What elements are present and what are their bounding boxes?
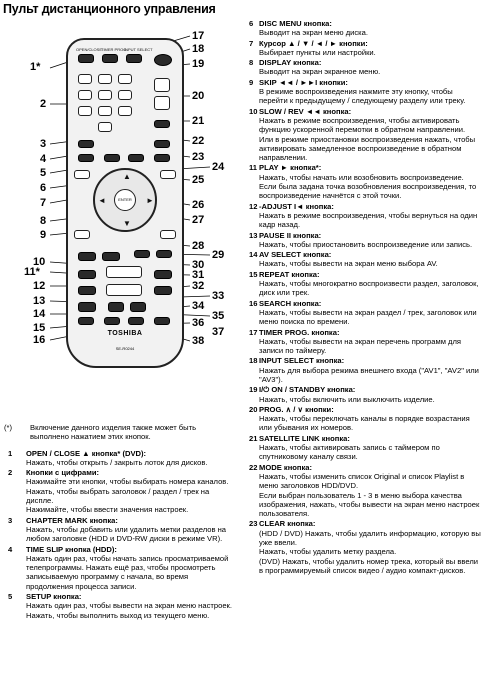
- item-title: TIME SLIP кнопка (HDD):: [26, 544, 117, 554]
- item-content: [259, 250, 483, 269]
- item-description: Нажать, чтобы вывести на экран раздел / трек, заголовок или меню поиска по времени.: [259, 307, 477, 327]
- item-content: [259, 356, 483, 384]
- callout-2: 2: [40, 98, 47, 110]
- item-title: SKIP ◄◄ / ►►I кнопки:: [259, 77, 348, 87]
- item-title: REPEAT кнопка:: [259, 269, 320, 279]
- callout-15: 15: [33, 322, 46, 334]
- callout-23: 23: [192, 151, 205, 163]
- item-number: 3: [8, 515, 13, 525]
- item-title: PLAY ► кнопка*:: [259, 163, 322, 173]
- number-button-9: [118, 106, 132, 116]
- item-content: [259, 202, 483, 230]
- slow-fwd-button: [154, 270, 172, 279]
- callout-12: 12: [33, 280, 46, 292]
- right-item-list: [233, 19, 483, 575]
- item-number: 4: [8, 544, 13, 554]
- number-button-7: [78, 106, 92, 116]
- item-title: DISC MENU кнопка:: [259, 19, 332, 28]
- button-description-item: [233, 356, 483, 384]
- callout-24: 24: [212, 161, 225, 173]
- callout-30: 30: [192, 259, 205, 271]
- top-menu-button: [160, 170, 176, 179]
- callout-16: 16: [33, 334, 46, 346]
- variable-skip-button: [134, 250, 150, 258]
- item-number: 16: [249, 298, 258, 308]
- button-description-item: [233, 58, 483, 77]
- item-description: Выводит на экран меню диска.: [259, 28, 368, 38]
- item-number: 21: [249, 433, 258, 443]
- cursor-left-icon: ◄: [98, 196, 106, 205]
- callout-37: 37: [212, 326, 225, 338]
- item-content: [26, 468, 236, 514]
- button-description-item: [233, 163, 483, 200]
- item-description: Нажимайте эти кнопки, чтобы выбирать номера каналов.: [26, 477, 229, 487]
- item-description: Нажать в режиме воспроизведения, чтобы вернуться на один кадр назад.: [259, 210, 478, 230]
- input-select-button: [126, 54, 142, 63]
- callout-34: 34: [192, 300, 205, 312]
- callout-35: 35: [212, 310, 225, 322]
- item-title: CHAPTER MARK кнопка:: [26, 515, 118, 525]
- callout-11: 11*: [24, 266, 40, 278]
- display-button: [74, 230, 90, 239]
- callout-3: 3: [40, 138, 47, 150]
- item-description: Выбирает пункты или настройки.: [259, 47, 376, 57]
- callout-4: 4: [40, 153, 47, 165]
- callout-1: 1*: [30, 61, 41, 73]
- callout-20: 20: [192, 90, 205, 102]
- button-description-item: [233, 19, 483, 38]
- item-content: [259, 434, 483, 462]
- item-number: 18: [249, 356, 258, 366]
- item-number: 15: [249, 269, 258, 279]
- item-title: SEARCH кнопка:: [259, 298, 322, 308]
- variable-replay-button: [156, 250, 172, 258]
- button-description-item: [233, 519, 483, 575]
- cursor-right-icon: ►: [146, 196, 154, 205]
- item-description: Нажать, чтобы начать или возобновить воспроизведение.: [259, 172, 464, 182]
- item-title: SETUP кнопка:: [26, 592, 82, 602]
- play-button: [106, 266, 142, 278]
- item-description: (HDD / DVD) Нажать, чтобы удалить информацию, которую вы уже ввели.: [259, 528, 481, 548]
- button-description-item: [233, 328, 483, 356]
- time-slip-button: [78, 154, 94, 162]
- item-number: 14: [249, 250, 258, 260]
- callout-31: 31: [192, 269, 205, 281]
- mode-button: [154, 140, 170, 148]
- item-description: Нажать, чтобы приостановить воспроизведение или запись.: [259, 239, 473, 249]
- open-close-button: [78, 54, 94, 63]
- item-description: Нажать, чтобы открыть / закрыть лоток для дисков.: [26, 457, 208, 467]
- button-description-item: [233, 107, 483, 163]
- item-description: Нажать, чтобы многократно воспроизвести раздел, заголовок, диск или трек.: [259, 279, 479, 298]
- item-title: OPEN / CLOSE ▲ кнопка* (DVD):: [26, 448, 147, 458]
- callout-7: 7: [40, 197, 47, 209]
- item-title: INPUT SELECT кнопка:: [259, 356, 345, 366]
- item-description: Нажать, чтобы активировать запись с таймером по спутниковому каналу связи.: [259, 443, 440, 462]
- item-title: MODE кнопка:: [259, 462, 313, 472]
- callout-9: 9: [40, 229, 47, 241]
- button-description-item: [233, 270, 483, 298]
- item-title: I/⏻ ON / STANDBY кнопка:: [259, 385, 356, 395]
- remote-model-number: SE-R0244: [115, 346, 135, 351]
- item-content: [259, 405, 483, 433]
- item-number: 7: [249, 38, 254, 48]
- item-title: TIMER PROG. кнопка:: [259, 327, 340, 337]
- item-number: 6: [249, 19, 254, 28]
- item-number: 19: [249, 385, 258, 395]
- item-content: [259, 328, 483, 356]
- item-title: Кнопки с цифрами:: [26, 468, 100, 478]
- item-number: 20: [249, 404, 258, 414]
- item-description: Нажать, чтобы добавить или удалить метки разделов на любом заголовке (HDD и DVD-RW диски в режиме VR).: [26, 524, 227, 544]
- number-button-5: [98, 90, 112, 100]
- item-content: [259, 385, 483, 404]
- callout-28: 28: [192, 240, 205, 252]
- callout-33: 33: [212, 290, 225, 302]
- extra-button: [154, 317, 170, 325]
- button-description-item: [4, 516, 236, 544]
- item-content: [259, 78, 483, 106]
- item-content: [259, 163, 483, 200]
- remote-control-body: [66, 38, 184, 368]
- button-description-item: [4, 468, 236, 514]
- av-select-button: [78, 317, 94, 325]
- item-description: Или в режиме приостановки воспроизведения нажать, чтобы активировать замедленное воспроизведение в обратном направлении.: [259, 134, 476, 163]
- item-title: DISPLAY кнопка:: [259, 58, 322, 68]
- callout-13: 13: [33, 295, 46, 307]
- item-title: CLEAR кнопка:: [259, 519, 316, 529]
- item-description: Нажать один раз, чтобы вывести на экран меню настроек.: [26, 601, 232, 611]
- remote-label-input-select: INPUT SELECT: [124, 47, 153, 52]
- number-button-1: [78, 74, 92, 84]
- item-description: Нажать, чтобы переключать каналы в порядке возрастания или убывания их номеров.: [259, 414, 470, 433]
- disc-menu-button: [74, 170, 90, 179]
- item-content: [26, 592, 236, 620]
- right-description-column: [233, 19, 483, 576]
- left-description-column: [4, 423, 236, 621]
- item-number: 22: [249, 462, 258, 472]
- item-description: Если выбран пользователь 1 - 3 в меню выбора качества изображения, нажать, чтобы вывести на экран меню настроек пользователя.: [259, 490, 480, 519]
- item-description: Нажать, чтобы выполнить выход из текущего меню.: [26, 610, 210, 620]
- item-content: [26, 449, 236, 468]
- item-title: PAUSE II кнопка:: [259, 230, 322, 240]
- button-description-item: [233, 299, 483, 327]
- chapter-mark-button: [78, 140, 94, 148]
- callout-22: 22: [192, 135, 205, 147]
- number-button-3: [118, 74, 132, 84]
- remote-label-open-close: OPEN/CLOSE: [76, 47, 103, 52]
- item-description: Нажать, чтобы выбрать заголовок / раздел / трек на диспле.: [26, 486, 210, 506]
- item-number: 10: [249, 106, 258, 116]
- footnote: [4, 423, 236, 442]
- adjust-back-button: [78, 286, 96, 295]
- number-button-6: [118, 90, 132, 100]
- repeat-button: [104, 317, 120, 325]
- enter-button: ENTER: [114, 189, 136, 211]
- item-title: PROG. ∧ / ∨ кнопки:: [259, 404, 334, 414]
- item-description: Выводит на экран экранное меню.: [259, 67, 381, 77]
- item-content: [259, 519, 483, 575]
- prog-up-button: [154, 78, 170, 92]
- callout-25: 25: [192, 174, 205, 186]
- item-description: Нажать, чтобы включить или выключить изделие.: [259, 394, 435, 404]
- callout-32: 32: [192, 280, 205, 292]
- button-description-item: [233, 39, 483, 58]
- item-content: [259, 299, 483, 327]
- item-description: Нажать, чтобы вывести на экран перечень программ для записи по таймеру.: [259, 336, 462, 356]
- adjust-forward-button: [154, 286, 172, 295]
- remote-illustration: [0, 18, 240, 413]
- item-content: [259, 270, 483, 298]
- item-description: Если была задана точка возобновления воспроизведения, то воспроизведение начнётся с этой точки.: [259, 182, 477, 201]
- pause-button: [78, 302, 96, 312]
- callout-18: 18: [192, 43, 205, 55]
- item-number: 13: [249, 230, 258, 240]
- item-description: (DVD) Нажать, чтобы удалить номер трека, который вы ввели в программируемый список видео / аудио компакт-дисков.: [259, 556, 478, 575]
- button-description-item: [4, 592, 236, 620]
- button-description-item: [233, 434, 483, 462]
- number-button-4: [78, 90, 92, 100]
- item-number: 9: [249, 77, 254, 87]
- item-description: Нажать, чтобы удалить метку раздела.: [259, 547, 397, 557]
- item-content: [259, 19, 483, 38]
- callout-27: 27: [192, 214, 205, 226]
- item-number: 23: [249, 519, 258, 529]
- item-description: Нажимайте, чтобы ввести значения настроек.: [26, 505, 189, 515]
- left-item-list: [4, 449, 236, 620]
- item-number: 8: [249, 58, 254, 68]
- skip-forward-button: [102, 252, 120, 261]
- remote-label-timer-prog: TIMER PROG.: [101, 47, 128, 52]
- item-description: Нажать для выбора режима внешнего входа ("AV1", "AV2" или "AV3").: [259, 365, 479, 384]
- callout-38: 38: [192, 335, 205, 347]
- callout-17: 17: [192, 30, 205, 42]
- item-content: [26, 545, 236, 591]
- item-number: 5: [8, 592, 13, 602]
- item-number: 17: [249, 327, 258, 337]
- button-description-item: [4, 449, 236, 468]
- stop-button: [106, 284, 142, 296]
- item-content: [259, 58, 483, 77]
- item-title: Курсор ▲ / ▼ / ◄ / ► кнопки:: [259, 38, 368, 48]
- callout-26: 26: [192, 199, 205, 211]
- item-content: [259, 107, 483, 163]
- item-title: -ADJUST I◄ кнопка:: [259, 201, 334, 211]
- callout-6: 6: [40, 182, 47, 194]
- item-title: SLOW / REV ◄◄ кнопка:: [259, 106, 352, 116]
- remote-brand-logo: TOSHIBA: [107, 330, 143, 337]
- prog-down-button: [154, 96, 170, 110]
- page-title: Пульт дистанционного управления: [3, 2, 216, 16]
- callout-29: 29: [212, 249, 225, 261]
- cursor-up-icon: ▲: [123, 172, 131, 181]
- item-description: Нажать один раз, чтобы начать запись просматриваемой телепрограммы. Нажать ещё раз, чтобы просмотреть записываемую программу с начала, во время продолжения процесса записи.: [26, 553, 229, 591]
- callout-19: 19: [192, 58, 205, 70]
- item-content: [259, 39, 483, 58]
- item-description: Нажать в режиме воспроизведения, чтобы активировать функцию ускоренной перемотки в обратном направлении.: [259, 115, 466, 135]
- item-content: [26, 516, 236, 544]
- satellite-link-button: [154, 120, 170, 128]
- item-description: Нажать, чтобы изменить список Original и список Playlist в меню заголовков HDD/DVD.: [259, 471, 465, 491]
- button-description-item: [233, 202, 483, 230]
- callout-21: 21: [192, 115, 205, 127]
- cursor-down-icon: ▼: [123, 219, 131, 228]
- number-button-8: [98, 106, 112, 116]
- setup-button: [104, 154, 120, 162]
- callout-10: 10: [33, 256, 46, 268]
- item-content: [259, 463, 483, 519]
- callout-36: 36: [192, 317, 205, 329]
- item-title: SATELLITE LINK кнопка:: [259, 433, 350, 443]
- skip-back-button: [78, 252, 96, 261]
- item-number: 12: [249, 201, 258, 211]
- return-button: [160, 230, 176, 239]
- item-content: [259, 231, 483, 250]
- timer-prog-button: [102, 54, 118, 63]
- callout-14: 14: [33, 308, 46, 320]
- button-description-item: [233, 463, 483, 519]
- callout-8: 8: [40, 215, 47, 227]
- record-button: [108, 302, 124, 312]
- audio-button: [128, 154, 144, 162]
- footnote-mark: (*): [4, 423, 13, 432]
- power-standby-button: [154, 54, 172, 66]
- item-description: В режиме воспроизведения нажмите эту кнопку, чтобы перейти к предыдущему / следующему разделу или треку.: [259, 87, 466, 106]
- button-description-item: [233, 405, 483, 433]
- button-description-item: [233, 78, 483, 106]
- button-description-item: [233, 250, 483, 269]
- cursor-pad: [93, 168, 157, 232]
- item-description: Нажать, чтобы вывести на экран меню выбора AV.: [259, 259, 438, 269]
- item-number: 2: [8, 468, 13, 478]
- callout-5: 5: [40, 167, 47, 179]
- footnote-text: Включение данного изделия также может быть выполнено нажатием этих кнопок.: [30, 423, 197, 442]
- slow-rev-button: [78, 270, 96, 279]
- number-button-0: [98, 122, 112, 132]
- button-description-item: [233, 231, 483, 250]
- clear-button: [154, 154, 170, 162]
- search-button: [128, 317, 144, 325]
- button-description-item: [4, 545, 236, 591]
- item-number: 11: [249, 163, 258, 173]
- number-button-2: [98, 74, 112, 84]
- item-title: AV SELECT кнопка:: [259, 250, 332, 260]
- button-description-item: [233, 385, 483, 404]
- rec-mode-button: [130, 302, 146, 312]
- item-number: 1: [8, 448, 13, 458]
